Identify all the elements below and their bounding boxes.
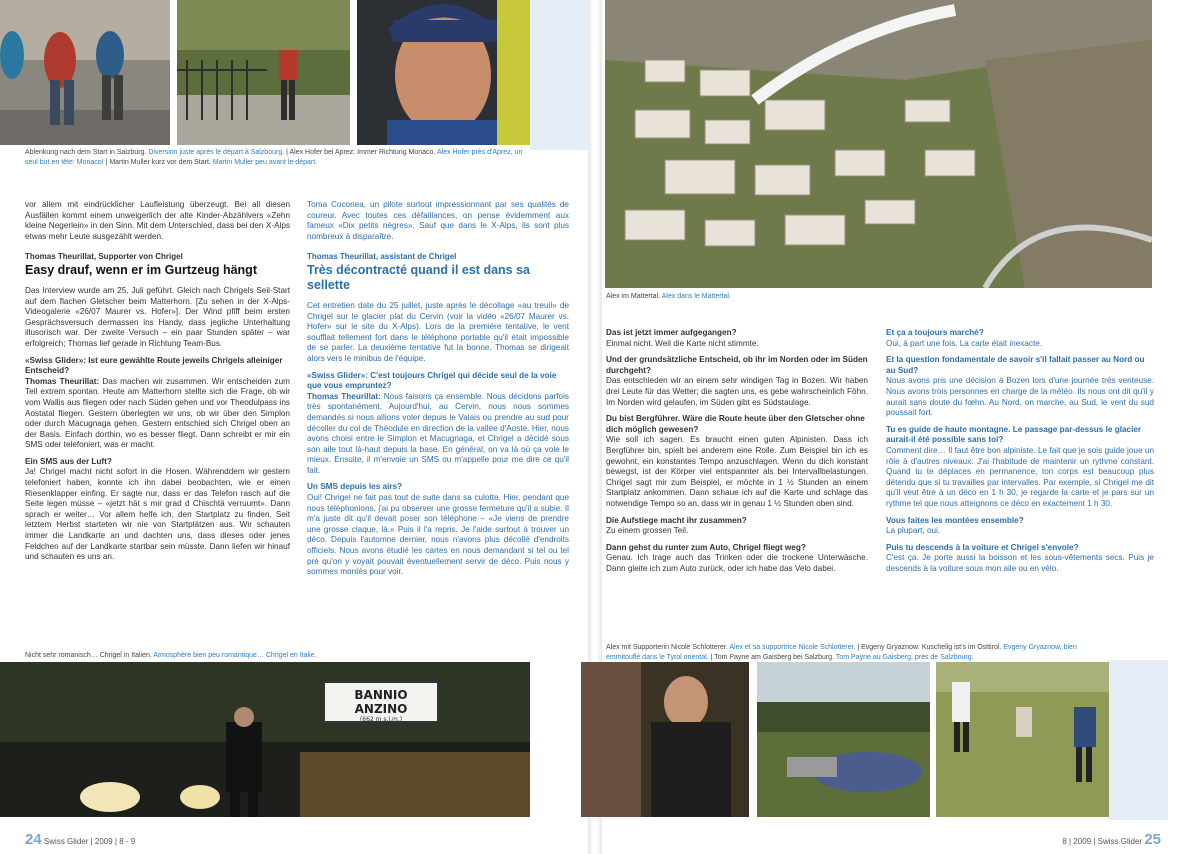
- page-number-left: 24: [25, 831, 42, 848]
- answer-fr-r1: Oui, à part une fois. La carte était inexacte.: [886, 338, 1043, 348]
- folio-left-text: Swiss Glider | 2009 | 8 - 9: [43, 837, 136, 846]
- kicker-fr: Thomas Theurillat, assistant de Chrigel: [307, 252, 457, 262]
- answer-de-2: Ja! Chrigel macht nicht sofort in die Hosen. Währenddem wir gestern telefoniert haben, konnte ich ihn dabei beobachten, wie er einen Riesenklapper einfing. Er sagte nur, dass er das Telefon rasch auf die Seite legen müsse – «jetzt hät s mir grad d Chischtä verruumt». Dann sprach er weiter… Vor allem helfe ich, den Startplatz zu finden. Seit letztem Herbst starteten wir nie von Startplätzen aus. Wir schauten immer die Landkarte an und dachten uns, dass dieses oder jenes Feldchen auf der Landkarte startbar sein müsste. Dann liefen wir hinauf und schauten es uns an.: [25, 467, 290, 562]
- bottom-left-caption-de: Nicht sehr romanisch… Chrigel in Italien.: [25, 652, 152, 659]
- top-photo-caption: Ablenkung nach dem Start in Salzburg. Diversion juste après le départ à Salzbourg. | Alex Hofer bei Aprez: Immer Richtung Monaco. Alex Hofer près d'Aprez, un seul but en tête: Monaco! | Martin Muller kurz vor dem Start. Martin Muller peu avant le départ.: [25, 149, 523, 166]
- question-de-r5: Dann gehst du runter zum Auto, Chrigel fliegt weg?: [606, 542, 806, 552]
- question-fr-r1: Et ça a toujours marché?: [886, 328, 984, 337]
- mattertal-caption: [606, 292, 731, 302]
- answer-fr-r5: C'est ça. Je porte aussi la boisson et les sous-vêtements secs. Puis je descends à la voiture sous mon aile ou en vélo.: [886, 553, 1154, 573]
- answer-de-r2: Das entschieden wir an einem sehr windigen Tag in Bozen. Wir haben drei Leute für das Wetter; die sagten uns, es gebe wahrscheinlich Föhn. Im Norden wird gelaufen, im Süden gibt es Südstaulage.: [606, 376, 868, 407]
- blue-deco-strip-left: [530, 0, 588, 150]
- answer-de-r3: Wie soll ich sagen. Es braucht einen guten Alpinisten. Dass ich Bergführer bin, spielt bei anderem eine Rolle. Zum Beispiel bin ich es gewohnt, ein konstantes Tempo anzuschlagen. Wenn du dich konstant bewegst, ist der Körper viel entspannter als bei Intervallbelastungen. Chrigel sagt mir zum Beispiel, er möchte in 1 ½ Stunden an einem Startplatz ankommen. Dann schaue ich auf die Karte und schlage das notwendige Tempo so an, dass wir in genau 1 ½ Stunden oben sind.: [606, 435, 868, 508]
- folio-left: [25, 831, 135, 848]
- photo-aerial-mattertal: [605, 0, 1152, 288]
- speaker-fr: Thomas Theurillat:: [307, 391, 381, 401]
- answer-fr-1-text: Nous faisons ça ensemble. Nous décidons parfois très spontanément. Aujourd'hui, au Cervin, nous nous sommes demandés si nous allions voler depuis le Valais ou prendre au sud pour décoller du col de Théodule en direction de la vallée d'Aoste. Hier, nous avons choisi entre le Simplon et Macugnaga, et Chrigel a décidé sous son aile tout là-haut depuis la base. En général, on va là où ça vole le mieux. Ensuite, il m'envoie un SMS ou m'appelle pour me dire ce qu'il fait.: [307, 391, 569, 475]
- article-column-de-right: [606, 322, 868, 578]
- answer-de-r4: Zu einem grossen Teil.: [606, 526, 689, 536]
- caption-fr-1: Diversion juste après le départ à Salzbourg.: [148, 149, 285, 156]
- kicker-de: Thomas Theurillat, Supporter von Chrigel: [25, 252, 183, 262]
- answer-fr-2: Oui! Chrigel ne fait pas tout de suite dans sa culotte. Hier, pendant que nous téléphonions, j'ai pu observer une grosse fermeture qu'il a subie. Il m'a juste dit qu'il devait poser son téléphone – «Je viens de prendre une grosse claque, là.» Puis il l'a repris. Je l'aide surtout à trouver un déco. Depuis l'automne dernier, nous n'avons plus décollé d'endroits officiels. Nous avons étudié les cartes en nous demandant si tel ou tel pré qu'on y voyait pouvait éventuellement servir de déco. Puis nous y sommes montés pour voir.: [307, 493, 569, 577]
- question-de-r2: Und der grundsätzliche Entscheid, ob ihr im Norden oder im Süden durchgeht?: [606, 355, 868, 375]
- question-de-1: «Swiss Glider»: Ist eure gewählte Route jeweils Chrigels alleiniger Entscheid?: [25, 355, 283, 376]
- photo-alex-aprez: [177, 0, 350, 145]
- bottom-left-caption: [25, 651, 316, 661]
- br-caption-de-3: Tom Payne am Gaisberg bei Salzburg.: [714, 653, 835, 661]
- photo-hikers-salzburg: [0, 0, 170, 145]
- question-de-r3: Du bist Bergführer. Wäre die Route heute über den Gletscher ohne dich möglich gewesen?: [606, 414, 865, 434]
- question-de-2: Ein SMS aus der Luft?: [25, 456, 112, 466]
- caption-de-2: Alex Hofer bei Aprez: Immer Richtung Monaco.: [289, 149, 436, 156]
- question-fr-r3: Tu es guide de haute montagne. Le passage par-dessus le glacier aurait-il été possible sans toi?: [886, 424, 1142, 445]
- folio-right-text: 8 | 2009 | Swiss Glider: [1062, 837, 1143, 846]
- blue-deco-strip-right: [1108, 660, 1168, 820]
- mattertal-caption-de: Alex im Mattertal.: [606, 293, 661, 300]
- article-column-fr-right: [886, 322, 1154, 578]
- photo-martin-muller-portrait: [357, 0, 530, 145]
- answer-fr-r3: Comment dire… Il faut être bon alpiniste. Le fait que je sois guide joue un rôle à d'autres niveaux. J'ai l'habitude de maintenir un rythme constant. Quand tu te déplaces en permanence, ton corps est beaucoup plus détendu que si tu travailles par intervalles. Par exemple, si Chrigel me dit qu'il veut être à un déco en 1 h 30, je regarde la carte et je pars sur un rythme tel que nous atteignons ce déco en exactement 1 h 30.: [886, 445, 1154, 508]
- answer-de-1: [25, 377, 290, 451]
- bottom-left-caption-fr: Atmosphère bien peu romantique… Chrigel en Italie.: [153, 652, 317, 659]
- caption-fr-2: Alex Hofer près d'Aprez, un seul but en tête: Monaco!: [25, 149, 523, 166]
- question-fr-2: Un SMS depuis les airs?: [307, 482, 403, 492]
- question-fr-r2: Et la question fondamentale de savoir s'il fallait passer au Nord ou au Sud?: [886, 355, 1145, 375]
- article-column-fr-left: [307, 200, 569, 582]
- town-sign: [326, 684, 436, 723]
- speaker-de: Thomas Theurillat:: [25, 376, 100, 386]
- town-sign-altitude: (662 m s.l.m.): [359, 716, 403, 723]
- folio-right: [1062, 831, 1161, 848]
- headline-de: Easy drauf, wenn er im Gurtzeug hängt: [25, 262, 257, 277]
- intro-paragraph-fr: Toma Coconea, un pilote surtout impressionnant par ses qualités de coureur. Avec toutes ces défaillances, on pense évidemment aux fameux «Dix petits nègres». Sauf que dans le X-Alps, ils sont plus nombreux à disparaître.: [307, 200, 569, 241]
- headline-fr: Très décontracté quand il est dans sa sellette: [307, 262, 530, 292]
- caption-de-3: Martin Muller kurz vor dem Start.: [109, 158, 211, 166]
- mattertal-caption-fr: Alex dans le Mattertal.: [661, 293, 731, 300]
- page-number-right: 25: [1144, 831, 1161, 848]
- bottom-right-caption: Alex mit Supporterin Nicole Schlotterer. Alex et sa supportrice Nicole Schlotterer. | Evgeny Gryaznow: Kuschelig ist's im Osttirol. Evgeny Gryaznow, bien emmitouflé dans le Tyrol oriental. | Tom Payne am Gaisberg bei Salzburg. Tom Payne au Gaisberg, près de Salzbourg.: [606, 644, 1077, 661]
- photo-chrigel-italy-night: [0, 662, 530, 817]
- question-de-r1: Das ist jetzt immer aufgegangen?: [606, 328, 737, 337]
- answer-de-1-text: Das machen wir zusammen. Wir entscheiden zum Teil extrem spontan. Heute am Matterhorn stellte sich die Frage, ob wir vom Wallis aus fliegen oder nach Süden gehen und vor Theodulpass ins Aostatal fliegen. Gestern überlegten wir uns, ob wir über den Simplon oder durch Macugnaga gehen. Gestern entschied sich Chrigel oben an der Basis. Einfach dorthin, wo es besser fliegt. Dann schreibt er mir ein SMS oder telefoniert, was er macht.: [25, 376, 290, 450]
- article-column-de-left: [25, 200, 290, 567]
- answer-de-r1: Einmal nicht. Weil die Karte nicht stimmte.: [606, 338, 759, 348]
- photo-alex-nicole: [581, 662, 749, 817]
- br-caption-fr-2: Evgeny Gryaznow, bien emmitouflé dans le Tyrol oriental.: [606, 644, 1077, 661]
- question-fr-1: «Swiss Glider»: C'est toujours Chrigel qui décide seul de la voie que vous empruntez?: [307, 370, 557, 391]
- town-sign-name: BANNIO ANZINO: [354, 688, 408, 716]
- intro-paragraph-de: vor allem mit eindrücklicher Laufleistung überzeugt. Bei all diesen Ausfällen kommt einem unweigerlich der alte Kinder-Abzählvers «Zehn kleine Negerlein» in den Sinn. Mit dem Unterschied, dass bei den X-Alps etwas mehr Leute ausgezählt werden.: [25, 200, 290, 241]
- answer-fr-r4: La plupart, oui.: [886, 526, 941, 536]
- interview-intro-fr: Cet entretien date du 25 juillet, juste après le décollage «au treuil» de Chrigel sur le glacier plat du Cervin (voir la vidéo «26/07 Maurer vs. Hofer» sur le site du X-Alps). Lors de la première tentative, le vent soufflait tellement fort dans le téléphone portable qu'il était impossible de se parler. La deuxième tentative fut la bonne. Thomas se dirigeait alors vers le minibus de l'équipe.: [307, 300, 569, 363]
- photo-tom-payne-gaisberg: [936, 662, 1109, 817]
- caption-fr-3: Martin Muller peu avant le départ.: [212, 158, 318, 166]
- answer-fr-1: [307, 392, 569, 477]
- interview-intro-de: Das Interview wurde am 25. Juli geführt. Gleich nach Chrigels Seil-Start auf dem flachen Gletscher beim Matterhorn. [Zu sehen in der X-Alps-Videogalerie «26/07 Maurer vs. Hofer»]. Der Wind pfiff beim ersten Gesprächsversuch dermassen ins Handy, dass jegliche Unterhaltung illusorisch war. Der zweite Versuch – ein paar Stunden später – war erfolgreich; Thomas lief gerade in Richtung Team-Bus.: [25, 285, 290, 348]
- br-caption-fr-1: Alex et sa supportrice Nicole Schlotterer.: [729, 644, 856, 651]
- question-fr-r5: Puis tu descends à la voiture et Chrigel s'envole?: [886, 542, 1079, 552]
- question-de-r4: Die Aufstiege macht ihr zusammen?: [606, 515, 747, 525]
- question-fr-r4: Vous faites les montées ensemble?: [886, 515, 1024, 525]
- answer-de-r5: Genau. Ich trage auch das Trinken oder die trockene Unterwäsche. Dann gleite ich zum Auto zurück, oder ich habe das Velo dabei.: [606, 553, 868, 573]
- br-caption-de-2: Evgeny Gryaznow: Kuschelig ist's im Osttirol.: [861, 644, 1002, 651]
- caption-de-1: Ablenkung nach dem Start in Salzburg.: [25, 149, 147, 156]
- br-caption-fr-3: Tom Payne au Gaisberg, près de Salzbourg.: [835, 653, 974, 661]
- answer-fr-r2: Nous avons pris une décision à Bozen lors d'une journée très venteuse. Nous avons trois personnes en charge de la météo. Ils nous ont dit qu'il y aurait sans doute du fœhn. Au Nord, on marche, au Sud, le vent du sud poussait fort.: [886, 376, 1154, 418]
- photo-evgeny-sleeping: [757, 662, 930, 817]
- br-caption-de-1: Alex mit Supporterin Nicole Schlotterer.: [606, 644, 728, 651]
